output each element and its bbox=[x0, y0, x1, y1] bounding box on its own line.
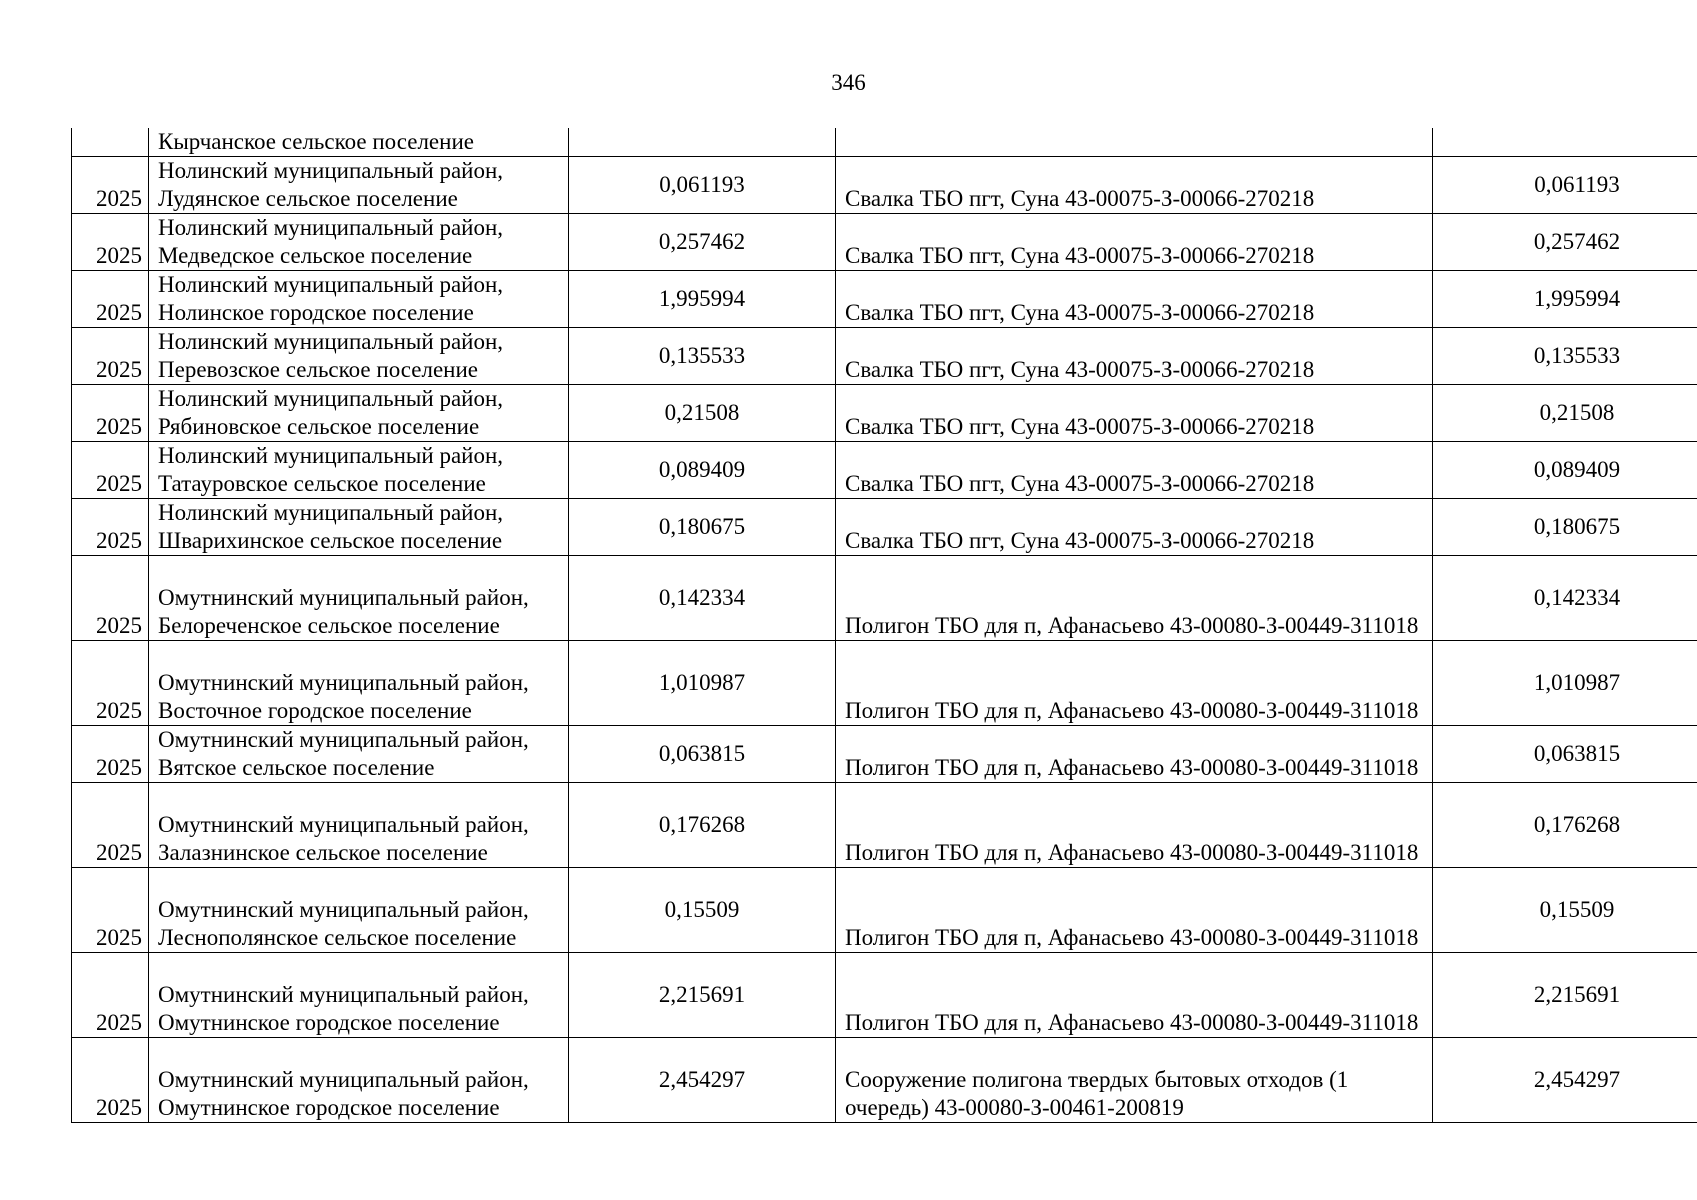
table-row bbox=[72, 328, 1697, 385]
area-cell: Нолинский муниципальный район, Татауровское сельское поселение bbox=[149, 442, 569, 499]
table-row bbox=[72, 783, 1697, 868]
mass-cell: 0,15509 bbox=[569, 868, 836, 953]
year-cell: 2025 bbox=[72, 499, 149, 556]
object-cell: Свалка ТБО пгт, Суна 43-00075-З-00066-270218 bbox=[836, 271, 1433, 328]
table-row bbox=[72, 214, 1697, 271]
object-cell: Свалка ТБО пгт, Суна 43-00075-З-00066-270218 bbox=[836, 385, 1433, 442]
table-row bbox=[72, 726, 1697, 783]
table-row bbox=[72, 385, 1697, 442]
year-cell: 2025 bbox=[72, 783, 149, 868]
year-cell: 2025 bbox=[72, 328, 149, 385]
table-row bbox=[72, 157, 1697, 214]
year-cell: 2025 bbox=[72, 868, 149, 953]
table-row bbox=[72, 868, 1697, 953]
area-cell: Кырчанское сельское поселение bbox=[149, 128, 569, 157]
result-cell: 2,215691 bbox=[1433, 953, 1697, 1038]
result-cell: 1,995994 bbox=[1433, 271, 1697, 328]
result-cell: 0,21508 bbox=[1433, 385, 1697, 442]
mass-cell: 0,135533 bbox=[569, 328, 836, 385]
result-cell: 0,061193 bbox=[1433, 157, 1697, 214]
area-cell: Омутнинский муниципальный район, Вятское сельское поселение bbox=[149, 726, 569, 783]
table-row bbox=[72, 499, 1697, 556]
object-cell: Свалка ТБО пгт, Суна 43-00075-З-00066-270218 bbox=[836, 214, 1433, 271]
table-row bbox=[72, 641, 1697, 726]
mass-cell: 2,454297 bbox=[569, 1038, 836, 1123]
result-cell: 0,135533 bbox=[1433, 328, 1697, 385]
mass-cell: 1,995994 bbox=[569, 271, 836, 328]
area-cell: Нолинский муниципальный район, Шварихинское сельское поселение bbox=[149, 499, 569, 556]
table-row bbox=[72, 1038, 1697, 1123]
mass-cell: 0,176268 bbox=[569, 783, 836, 868]
object-cell: Свалка ТБО пгт, Суна 43-00075-З-00066-270218 bbox=[836, 442, 1433, 499]
area-cell: Омутнинский муниципальный район, Омутнинское городское поселение bbox=[149, 1038, 569, 1123]
table-row bbox=[72, 128, 1697, 157]
result-cell: 0,180675 bbox=[1433, 499, 1697, 556]
object-cell: Полигон ТБО для п, Афанасьево 43-00080-З-00449-311018 bbox=[836, 783, 1433, 868]
mass-cell: 0,21508 bbox=[569, 385, 836, 442]
object-cell: Свалка ТБО пгт, Суна 43-00075-З-00066-270218 bbox=[836, 328, 1433, 385]
year-cell: 2025 bbox=[72, 953, 149, 1038]
mass-cell bbox=[569, 128, 836, 157]
result-cell: 0,089409 bbox=[1433, 442, 1697, 499]
object-cell: Свалка ТБО пгт, Суна 43-00075-З-00066-270218 bbox=[836, 157, 1433, 214]
result-cell: 0,176268 bbox=[1433, 783, 1697, 868]
area-cell: Омутнинский муниципальный район, Белореченское сельское поселение bbox=[149, 556, 569, 641]
area-cell: Омутнинский муниципальный район, Омутнинское городское поселение bbox=[149, 953, 569, 1038]
mass-cell: 0,061193 bbox=[569, 157, 836, 214]
object-cell: Полигон ТБО для п, Афанасьево 43-00080-З-00449-311018 bbox=[836, 556, 1433, 641]
object-cell: Полигон ТБО для п, Афанасьево 43-00080-З-00449-311018 bbox=[836, 868, 1433, 953]
year-cell: 2025 bbox=[72, 214, 149, 271]
result-cell: 0,15509 bbox=[1433, 868, 1697, 953]
result-cell bbox=[1433, 128, 1697, 157]
year-cell: 2025 bbox=[72, 271, 149, 328]
year-cell: 2025 bbox=[72, 157, 149, 214]
year-cell: 2025 bbox=[72, 726, 149, 783]
table-row bbox=[72, 442, 1697, 499]
mass-cell: 1,010987 bbox=[569, 641, 836, 726]
table-row bbox=[72, 953, 1697, 1038]
waste-table bbox=[71, 128, 1697, 1123]
table-row bbox=[72, 271, 1697, 328]
page-number: 346 bbox=[831, 70, 866, 95]
year-cell bbox=[72, 128, 149, 157]
result-cell: 2,454297 bbox=[1433, 1038, 1697, 1123]
mass-cell: 0,142334 bbox=[569, 556, 836, 641]
result-cell: 0,063815 bbox=[1433, 726, 1697, 783]
year-cell: 2025 bbox=[72, 385, 149, 442]
mass-cell: 0,257462 bbox=[569, 214, 836, 271]
area-cell: Нолинский муниципальный район, Перевозское сельское поселение bbox=[149, 328, 569, 385]
year-cell: 2025 bbox=[72, 641, 149, 726]
mass-cell: 0,089409 bbox=[569, 442, 836, 499]
object-cell: Полигон ТБО для п, Афанасьево 43-00080-З-00449-311018 bbox=[836, 953, 1433, 1038]
year-cell: 2025 bbox=[72, 1038, 149, 1123]
area-cell: Омутнинский муниципальный район, Восточное городское поселение bbox=[149, 641, 569, 726]
area-cell: Омутнинский муниципальный район, Залазнинское сельское поселение bbox=[149, 783, 569, 868]
object-cell bbox=[836, 128, 1433, 157]
object-cell: Свалка ТБО пгт, Суна 43-00075-З-00066-270218 bbox=[836, 499, 1433, 556]
mass-cell: 0,180675 bbox=[569, 499, 836, 556]
mass-cell: 0,063815 bbox=[569, 726, 836, 783]
mass-cell: 2,215691 bbox=[569, 953, 836, 1038]
object-cell: Полигон ТБО для п, Афанасьево 43-00080-З-00449-311018 bbox=[836, 726, 1433, 783]
area-cell: Нолинский муниципальный район, Лудянское сельское поселение bbox=[149, 157, 569, 214]
result-cell: 1,010987 bbox=[1433, 641, 1697, 726]
area-cell: Нолинский муниципальный район, Нолинское городское поселение bbox=[149, 271, 569, 328]
object-cell: Сооружение полигона твердых бытовых отходов (1 очередь) 43-00080-З-00461-200819 bbox=[836, 1038, 1433, 1123]
table-row bbox=[72, 556, 1697, 641]
area-cell: Нолинский муниципальный район, Медведское сельское поселение bbox=[149, 214, 569, 271]
table-body bbox=[72, 128, 1697, 1123]
result-cell: 0,257462 bbox=[1433, 214, 1697, 271]
year-cell: 2025 bbox=[72, 556, 149, 641]
year-cell: 2025 bbox=[72, 442, 149, 499]
object-cell: Полигон ТБО для п, Афанасьево 43-00080-З-00449-311018 bbox=[836, 641, 1433, 726]
area-cell: Нолинский муниципальный район, Рябиновское сельское поселение bbox=[149, 385, 569, 442]
area-cell: Омутнинский муниципальный район, Леснополянское сельское поселение bbox=[149, 868, 569, 953]
result-cell: 0,142334 bbox=[1433, 556, 1697, 641]
